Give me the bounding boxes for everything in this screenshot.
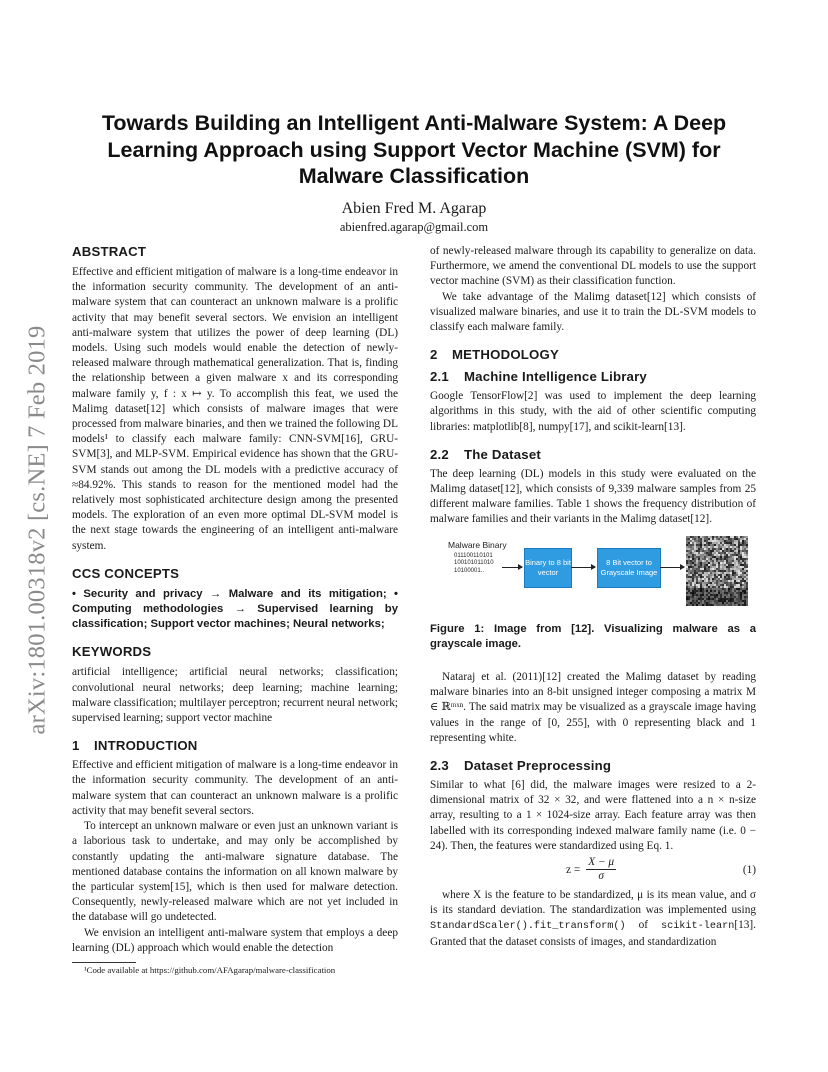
- arxiv-stamp: [22, 300, 52, 760]
- section-2-3-heading: [430, 758, 756, 774]
- arxiv-stamp-text: arXiv:1801.00318v2 [cs.NE] 7 Feb 2019: [23, 325, 50, 735]
- standardization-paragraph: [430, 888, 756, 950]
- vector-to-image-box: 8 Bit vector to Grayscale Image: [597, 548, 661, 588]
- intro-heading: [72, 738, 398, 754]
- code-standardscaler: StandardScaler().fit_transform(): [430, 921, 626, 933]
- binary-bits-line: 011100110101: [454, 552, 493, 559]
- standardization-text-c: [13]. Granted that the dataset consists of images, and standardization: [430, 919, 756, 948]
- equation-1: [430, 856, 756, 886]
- figure-1-caption: Figure 1: Image from [12]. Visualizing malware as a grayscale image.: [430, 622, 756, 650]
- intro-number: 1: [72, 738, 80, 754]
- section-2-3-number: 2.3: [430, 758, 449, 774]
- keywords-heading: KEYWORDS: [72, 644, 152, 660]
- ccs-text: • Security and privacy → Malware and its mitigation; • Computing methodologies → Supervised learning by classification; Support vector machines; Neural networks;: [72, 587, 398, 631]
- code-scikit-learn: scikit-learn: [660, 921, 735, 933]
- intro-paragraph-1: Effective and efficient mitigation of malware is a long-time endeavor in the information security community. The development of an anti-malware system that can counteract an unknown malware is a prolific activity that may benefit several sectors.: [72, 759, 398, 817]
- nataraj-paragraph: Nataraj et al. (2011)[12] created the Malimg dataset by reading malware binaries into an 8-bit unsigned integer composing a matrix M ∈ ℝᵐˣⁿ. The said matrix may be visualized as a grayscale image having values in the range of [0, 255], with 0 representing black and 1 representing white.: [430, 671, 756, 744]
- arrow-icon: [502, 567, 522, 568]
- intro-paragraph-4: We take advantage of the Malimg dataset[12] which consists of visualized malware binaries, and use it to train the DL-SVM models to classify each malware family.: [430, 290, 756, 334]
- standardization-text-b: of: [625, 919, 661, 932]
- section-2-2-title: The Dataset: [464, 446, 541, 462]
- equation-denominator: σ: [598, 870, 604, 883]
- section-2-1-title: Machine Intelligence Library: [464, 369, 647, 385]
- abstract-heading: ABSTRACT: [72, 244, 147, 259]
- author-name: Abien Fred M. Agarap: [341, 200, 487, 217]
- section-2-1-number: 2.1: [430, 369, 449, 385]
- left-column: [72, 244, 398, 976]
- footnote: ¹Code available at https://github.com/AFAgarap/malware-classification: [84, 964, 336, 975]
- author-email: abienfred.agarap@gmail.com: [339, 220, 489, 234]
- methodology-title: METHODOLOGY: [452, 347, 559, 363]
- right-column: [430, 244, 756, 950]
- section-2-2-text: The deep learning (DL) models in this study were evaluated on the Malimg dataset[12], which consists of 9,339 malware samples from 25 different malware families. Table 1 shows the frequency distribution of malware families and their variants in the Malimg dataset[12].: [430, 467, 756, 526]
- binary-bits-line: 100101011010: [454, 560, 494, 567]
- binary-to-vector-box: Binary to 8 bit vector: [524, 548, 572, 588]
- malware-binary-label: Malware Binary: [448, 539, 507, 550]
- methodology-heading: [430, 347, 756, 363]
- section-2-1-text: Google TensorFlow[2] was used to implement the deep learning algorithms in this study, with the aid of other scientific computing libraries: matplotlib[8], numpy[17], and scikit-learn[13].: [430, 390, 756, 433]
- grayscale-malware-image: [686, 536, 748, 606]
- ccs-heading: CCS CONCEPTS: [72, 565, 180, 581]
- intro-title: INTRODUCTION: [94, 738, 198, 754]
- section-2-1-heading: [430, 369, 756, 385]
- equation-body: [566, 856, 616, 883]
- intro-paragraph-2: To intercept an unknown malware or even just an unknown variant is a laborious task to undertake, and may only be accomplished by constantly updating the anti-malware signature database. The mentioned database contains the information on all known malware by the particular system[15], which is then used for malware detection. Consequently, newly-released malware which are not yet included in the database will go undetected.: [72, 820, 398, 924]
- arrow-icon: [571, 567, 595, 568]
- abstract-text: Effective and efficient mitigation of malware is a long-time endeavor in the information security community. The development of an anti-malware system that can counteract an unknown malware is a prolific activity that may benefit several sectors. We envision an intelligent anti-malware system that utilizes the power of deep learning (DL) models. Using such models would enable the detection of newly-released malware through mathematical generalization. That is, finding the relationship between a given malware x and its corresponding malware family y, f : x ↦ y. To accomplish this feat, we used the Malimg dataset[12] which consists of malware images that were processed from malware binaries, and then we trained the following DL models¹ to classify each malware family: CNN-SVM[16], GRU-SVM[3], and MLP-SVM. Empirical evidence has shown that the GRU-SVM stands out among the DL models with a predictive accuracy of ≈84.92%. This stands to reason for the mentioned model had the relatively most sophisticated architecture design among the presented models. The exploration of an even more optimal DL-SVM model is the next stage towards the engineering of an intelligent anti-malware system.: [72, 266, 398, 552]
- equation-lhs: z =: [566, 863, 581, 876]
- equation-numerator: X − μ: [588, 856, 615, 869]
- paper-title: Towards Building an Intelligent Anti-Malware System: A Deep Learning Approach using Support Vector Machine (SVM) for Malware Classification: [101, 111, 727, 188]
- binary-bits: [454, 553, 494, 576]
- figure-1: [430, 536, 756, 612]
- binary-bits-line: 10100001..: [454, 567, 485, 574]
- intro-continuation: of newly-released malware through its capability to generalize on data. Furthermore, we amend the conventional DL models to use the support vector machine (SVM) as their classification function.: [430, 245, 756, 288]
- section-2-3-text: Similar to what [6] did, the malware images were resized to a 2-dimensional matrix of 32 × 32, and were flattened into a n × n-size array, resulting to a 1 × 1024-size array. Each feature array was then labelled with its corresponding indexed malware family name (i.e. 0 − 24). Then, the features were standardized using Eq. 1.: [430, 779, 756, 852]
- section-2-2-heading: [430, 447, 756, 463]
- equation-fraction: [586, 856, 616, 883]
- keywords-text: artificial intelligence; artificial neural networks; classification; convolutional neural networks; deep learning; machine learning; malware classification; multilayer perceptron; recurrent neural network; supervised learning; support vector machine: [72, 666, 398, 725]
- section-2-3-title: Dataset Preprocessing: [464, 758, 612, 774]
- arrow-icon: [660, 567, 684, 568]
- standardization-text-a: where X is the feature to be standardized, μ is its mean value, and σ is its standard deviation. The standardization was implemented using: [430, 889, 756, 917]
- intro-paragraph-3: We envision an intelligent anti-malware system that employs a deep learning (DL) approach which would enable the detection: [72, 926, 398, 954]
- equation-number: (1): [742, 864, 756, 877]
- methodology-number: 2: [430, 347, 438, 363]
- section-2-2-number: 2.2: [430, 446, 449, 462]
- footnote-divider: [72, 962, 136, 963]
